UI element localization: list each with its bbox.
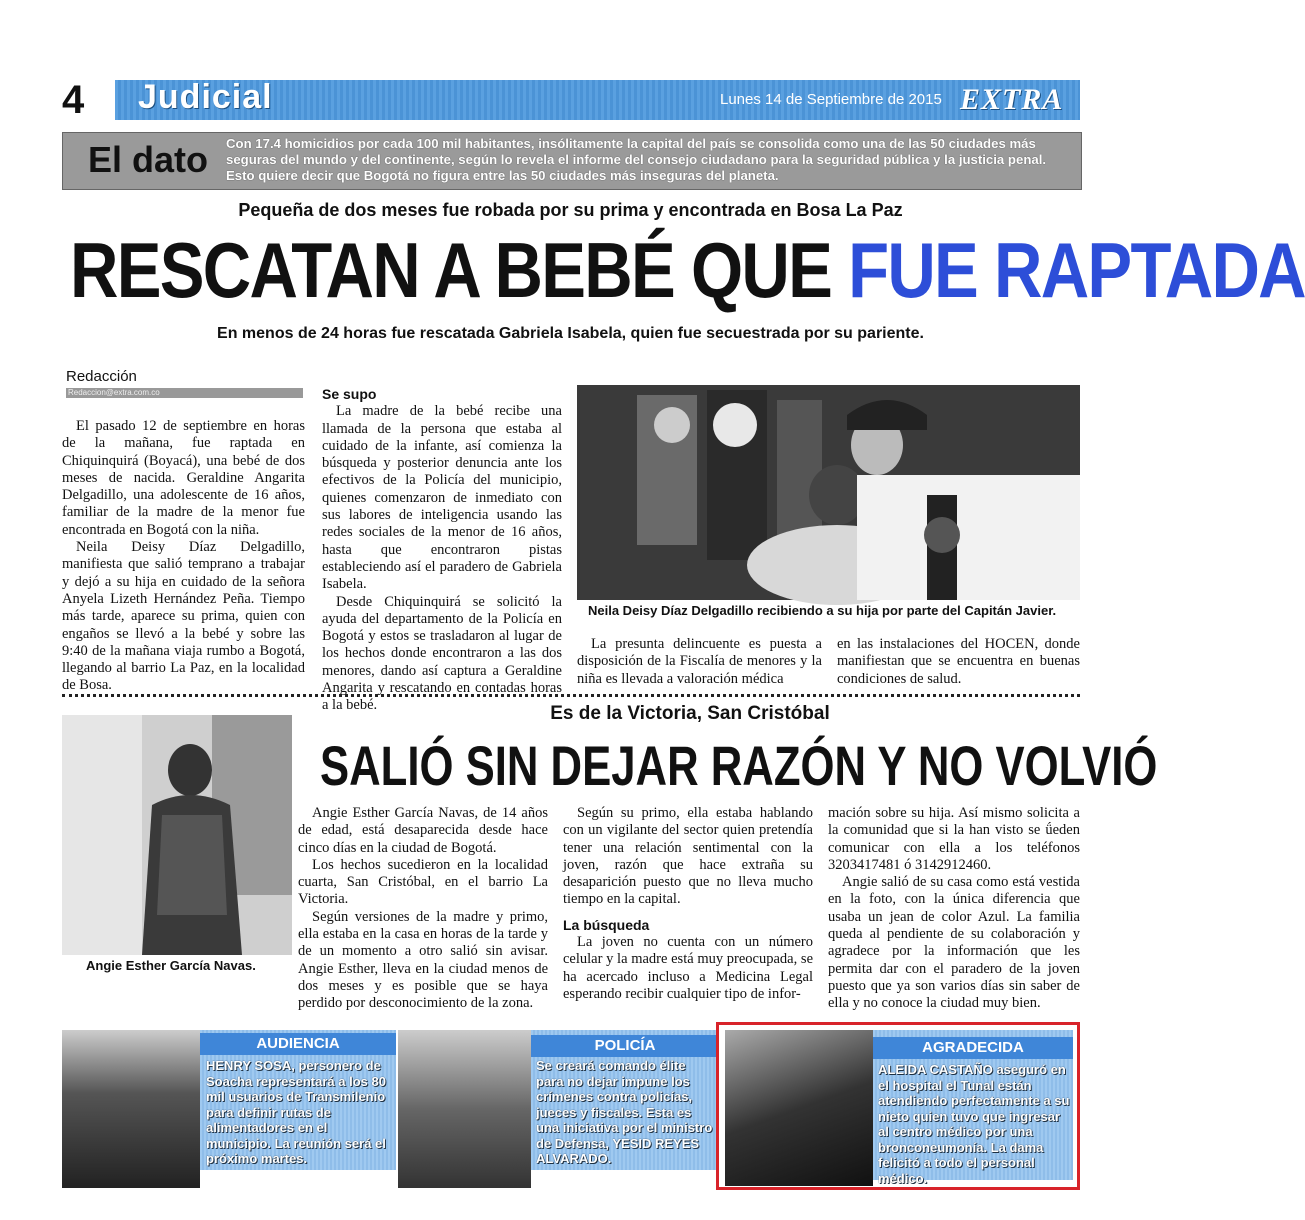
article1-photo-caption: Neila Deisy Díaz Delgadillo recibiendo a su hija por parte del Capitán Javier. — [588, 603, 1057, 618]
paragraph: Según versiones de la madre y primo, ella estaba en la casa en horas de la tarde y de un momento a otro salió sin avisar. Angie Esther, lleva en la ciudad menos de dos meses y es posible que se haya perdido por desconocimiento de la zona. — [298, 908, 548, 1012]
headline-blue-part: FUE RAPTADA — [848, 226, 1305, 314]
subheading: La búsqueda — [563, 916, 650, 933]
paragraph: Desde Chiquinquirá se solicitó la ayuda del departamento de la Policía en Bogotá y estos se trasladaron al lugar de los hechos donde encontraron a las dos menores, dando así captura a Geraldine Angarita y rescatando en contadas horas a la bebé. — [322, 593, 562, 714]
article2-headline: SALIÓ SIN DEJAR RAZÓN Y NO VOLVIÓ — [320, 734, 1158, 797]
article1-photo — [577, 385, 1080, 600]
policia-text — [536, 1058, 716, 1167]
article2-kicker: Es de la Victoria, San Cristóbal — [550, 703, 830, 724]
paragraph: La madre de la bebé recibe una llamada de la persona que estaba al cuidado de la infante, así comienza la búsqueda y posterior denuncia ante los efectivos de la Policía del municipio, quienes comenzaron de inmediato con sus labores de inteligencia usando las redes sociales de la menor de 16 años, hasta que encontraron pistas estableciendo así el paradero de Gabriela Isabela. — [322, 403, 562, 593]
agradecida-body: aseguró en el hospital el Tunal están atendiendo perfectamente a su nieto quien tuvo que ingresar al centro médico por una bronconeumonía. La dama felicitó a todo el personal médico. — [878, 1062, 1070, 1186]
article2-column-3 — [828, 805, 1080, 1013]
article2-photo-caption: Angie Esther García Navas. — [86, 958, 256, 973]
article1-deck: En menos de 24 horas fue rescatada Gabriela Isabela, quien fue secuestrada por su pariente. — [217, 325, 924, 342]
paragraph: en las instalaciones del HOCEN, donde manifiestan que se encuentra en buenas condiciones de salud. — [837, 636, 1080, 687]
byline-email: Redaccion@extra.com.co — [66, 388, 303, 398]
article1-column-1 — [62, 418, 305, 695]
audiencia-body: , personero de Soacha representará a los 80 mil usuarios de Transmilenio para definir rutas de alimentadores en el municipio. La reunión será el próximo martes. — [206, 1058, 386, 1166]
paragraph: Angie salió de su casa como está vestida en la foto, con la única diferencia que usaba un jean de color Azul. La familia queda al pendiente de su colaboración y agradece por la información que les permita dar con el paradero de la joven puesto que ya son varios días sin saber de ella y no conoce la ciudad muy bien. — [828, 874, 1080, 1012]
agradecida-title: AGRADECIDA — [873, 1037, 1073, 1059]
dato-text: Con 17.4 homicidios por cada 100 mil habitantes, insólitamente la capital del país se consolida como una de las 50 ciudades más seguras del mundo y del continente, según lo revela el informe del consejo ciudadano para la seguridad pública y la justicia penal. Esto quiere decir que Bogotá no figura entre las 50 ciudades más inseguras del planeta. — [226, 136, 1047, 183]
article2-column-1 — [298, 805, 548, 1013]
article1-column-3 — [577, 636, 822, 688]
section-title: Judicial — [138, 78, 273, 116]
photo-illustration — [577, 385, 1080, 600]
paragraph: Los hechos sucedieron en la localidad cuarta, San Cristóbal, en el barrio La Victoria. — [298, 856, 548, 908]
article1-column-2 — [322, 386, 562, 715]
paragraph: Neila Deisy Díaz Delgadillo, manifiesta que salió temprano a trabajar y dejó a su hija en cuidado de la señora Anyela Lizeth Hernández Peña. Tiempo más tarde, aparece su prima, quien con engaños se llevó a la bebé y sobre las 9:40 de la mañana viaja rumbo a Bogotá, llegando al barrio La Paz, en la localidad de Bosa. — [62, 539, 305, 694]
audiencia-title: AUDIENCIA — [200, 1033, 396, 1055]
article1-kicker: Pequeña de dos meses fue robada por su prima y encontrada en Bosa La Paz — [238, 200, 903, 220]
article2-photo — [62, 715, 292, 955]
dato-title: El dato — [88, 139, 209, 180]
article2-column-2 — [563, 805, 813, 1003]
newspaper-logo: EXTRA — [960, 83, 1064, 116]
audiencia-text — [206, 1058, 394, 1167]
paragraph: mación sobre su hija. Así mismo solicita a la comunidad que si la han visto se ǘeden comunicar con ella a los teléfonos 3203417481 ó 3142912460. — [828, 805, 1080, 873]
headline-black-part: RESCATAN A BEBÉ QUE — [70, 226, 832, 314]
agradecida-name: ALEIDA CASTAÑO — [878, 1062, 993, 1077]
photo-illustration — [62, 715, 292, 955]
policia-photo — [398, 1030, 531, 1188]
paragraph: El pasado 12 de septiembre en horas de la mañana, fue raptada en Chiquinquirá (Boyacá), una bebé de dos meses de nacida. Geraldine Angarita Delgadillo, una adolescente de 16 años, familiar de la madre de la menor fue encontrada en Bogotá con la niña. — [62, 418, 305, 538]
audiencia-photo — [62, 1030, 200, 1188]
highlight-border — [716, 1022, 1080, 1190]
paragraph: Angie Esther García Navas, de 14 años de edad, está desaparecida desde hace cinco días en la ciudad de Bogotá. — [298, 805, 548, 856]
paragraph: Según su primo, ella estaba hablando con un vigilante del sector quien pretendía tener una relación sentimental con la joven, razón que hace extraña su desaparición puesto que no lleva mucho tiempo en la capital. — [563, 805, 813, 908]
policia-name: YESID REYES ALVARADO. — [536, 1135, 700, 1166]
article1-column-4 — [837, 636, 1080, 688]
policia-body: Se creará comando élite para no dejar impune los crímenes contra policías, jueces y fiscales. Esta es una iniciativa por el ministro de Defensa, — [536, 1058, 713, 1151]
dotted-divider — [62, 694, 1080, 697]
article1-headline — [70, 222, 1305, 318]
page-number: 4 — [62, 78, 85, 122]
subheading: Se supo — [322, 386, 377, 402]
policia-title: POLICÍA — [531, 1035, 719, 1057]
issue-date: Lunes 14 de Septiembre de 2015 — [720, 91, 942, 108]
paragraph: La presunta delincuente es puesta a disposición de la Fiscalía de menores y la niña es llevada a valoración médica — [577, 636, 822, 687]
audiencia-name: HENRY SOSA — [206, 1058, 292, 1073]
byline: Redacción — [66, 368, 137, 385]
paragraph: La joven no cuenta con un número celular y la madre está muy preocupada, se ha acercado incluso a Medicina Legal esperando recibir cualquier tipo de infor- — [563, 934, 813, 1002]
